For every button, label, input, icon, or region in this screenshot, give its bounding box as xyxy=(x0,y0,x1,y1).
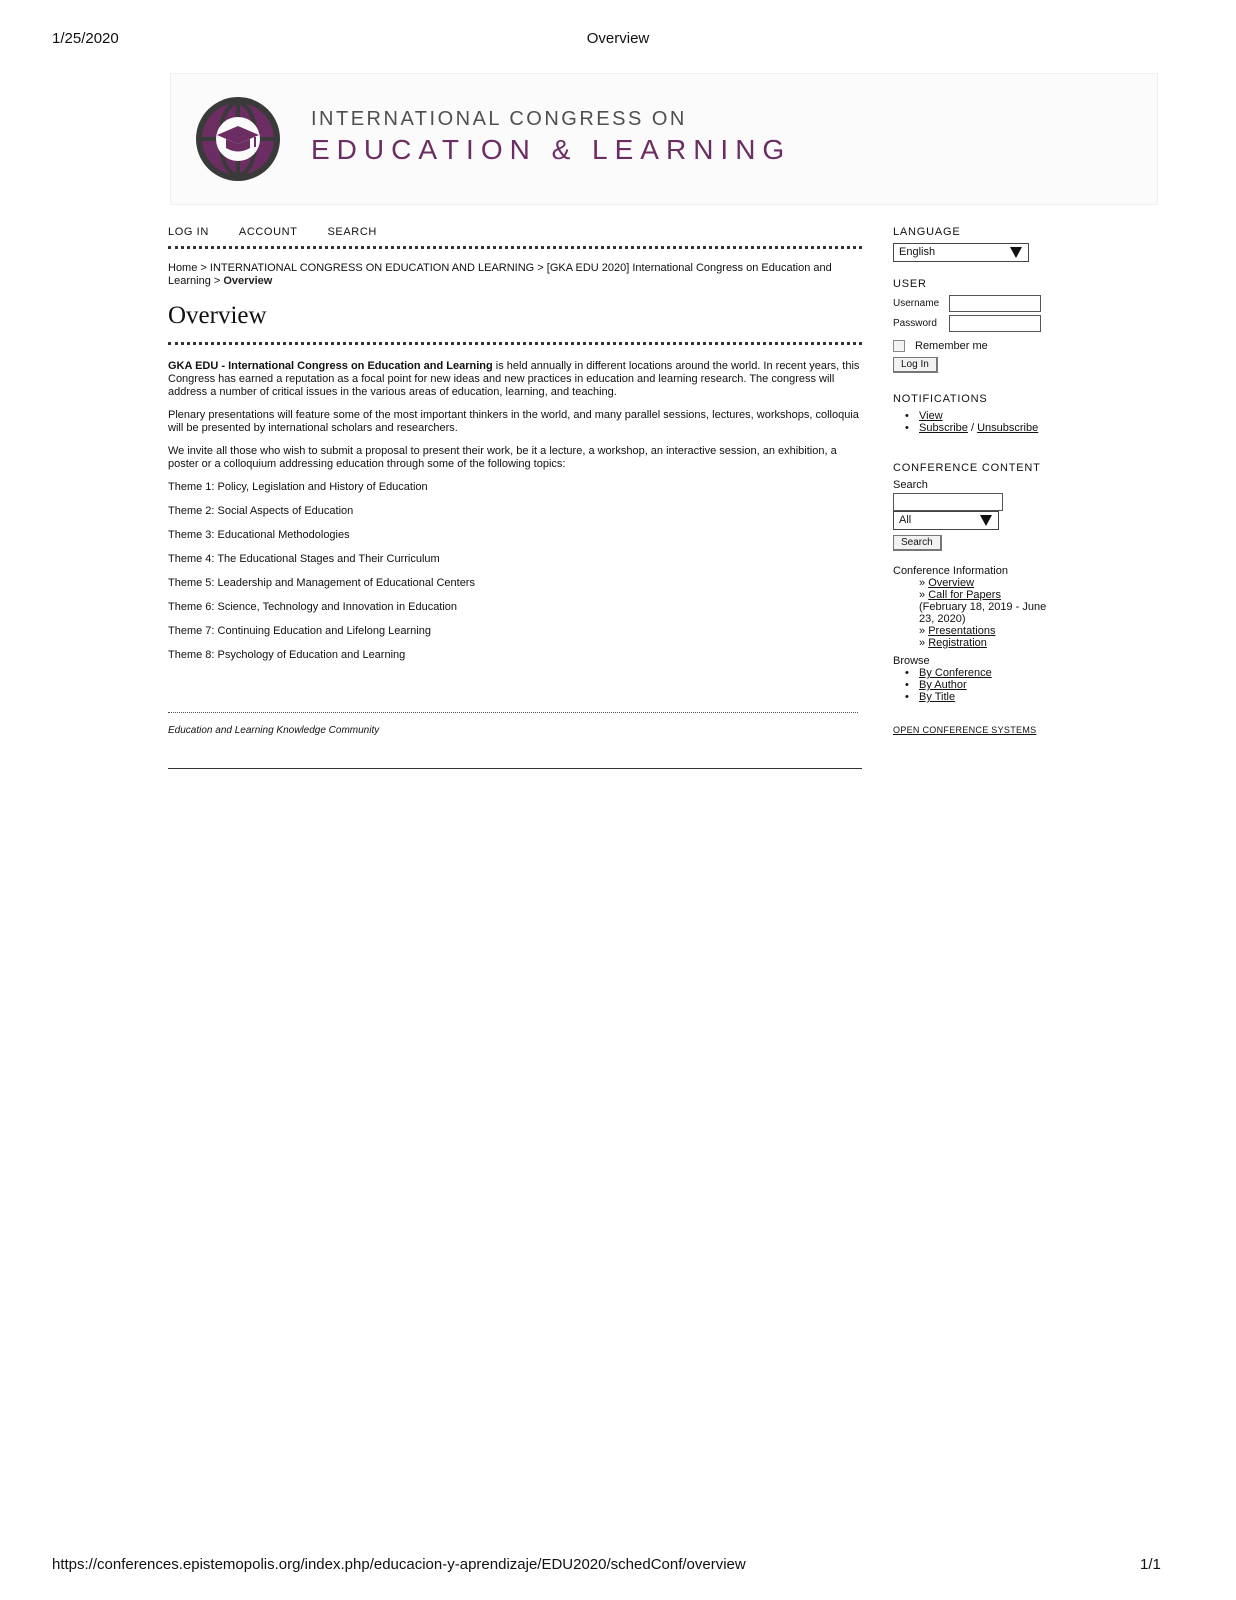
breadcrumb-separator: > xyxy=(534,262,547,274)
banner-title-top: INTERNATIONAL CONGRESS ON xyxy=(311,108,687,130)
breadcrumb-separator: > xyxy=(197,262,210,274)
breadcrumb-edition[interactable]: [GKA EDU 2020] International Congress on Education and Learning xyxy=(168,262,832,287)
chevron-right-icon: » xyxy=(919,625,929,637)
community-footer: Education and Learning Knowledge Community xyxy=(168,725,380,736)
theme-item: Theme 5: Leadership and Management of Educational Centers xyxy=(168,577,475,589)
print-title: Overview xyxy=(586,30,650,47)
page-bottom-divider xyxy=(168,768,862,769)
nav-account-link[interactable]: ACCOUNT xyxy=(238,226,298,238)
theme-item: Theme 7: Continuing Education and Lifelong Learning xyxy=(168,625,431,637)
browse-by-author-link[interactable]: By Author xyxy=(919,679,967,691)
conference-banner xyxy=(170,73,1158,205)
list-item xyxy=(905,422,1063,434)
search-scope-selected: All xyxy=(899,514,912,526)
overview-link[interactable]: Overview xyxy=(928,577,975,589)
registration-link[interactable]: Registration xyxy=(928,637,987,649)
print-url: https://conferences.epistemopolis.org/index.php/educacion-y-aprendizaje/EDU2020/schedConf/overview xyxy=(52,1556,746,1573)
browse-by-conference-link[interactable]: By Conference xyxy=(919,667,992,679)
nav-search-link[interactable]: SEARCH xyxy=(327,226,377,238)
nav-login-link[interactable]: LOG IN xyxy=(168,226,209,238)
conference-content-block xyxy=(893,462,1063,703)
dropdown-arrow-icon xyxy=(1010,247,1022,258)
list-item xyxy=(905,679,1063,691)
breadcrumb-separator: > xyxy=(210,275,224,287)
main-content xyxy=(168,226,862,769)
notifications-view-link[interactable]: View xyxy=(919,410,943,422)
remember-row xyxy=(893,340,1063,352)
intro-rest: is held annually in different locations around the world. In recent years, this Congress has earned a reputation as a focal point for new ideas and new practices in education and learning research. The congress will address a number of critical issues in the various areas of education, learning, and teaching. xyxy=(168,360,860,398)
theme-item: Theme 2: Social Aspects of Education xyxy=(168,505,354,517)
dropdown-arrow-icon xyxy=(980,515,992,526)
remember-checkbox[interactable] xyxy=(893,340,905,352)
chevron-right-icon: » xyxy=(919,637,929,649)
cfp-dates: (February 18, 2019 - June 23, 2020) xyxy=(919,601,1047,625)
banner-title-bottom: EDUCATION & LEARNING xyxy=(311,134,792,165)
username-label: Username xyxy=(893,298,940,309)
call-for-papers-link[interactable]: Call for Papers xyxy=(928,589,1001,601)
presentations-link[interactable]: Presentations xyxy=(928,625,996,637)
intro-paragraph xyxy=(168,360,862,399)
top-nav xyxy=(168,226,862,249)
bullet-icon: • xyxy=(905,410,909,422)
bullet-icon: • xyxy=(905,422,909,434)
list-item xyxy=(905,410,1063,422)
theme-item: Theme 1: Policy, Legislation and History of Education xyxy=(168,481,428,493)
language-title: LANGUAGE xyxy=(893,226,961,238)
remember-label: Remember me xyxy=(915,340,988,352)
password-row xyxy=(893,315,1063,332)
breadcrumb xyxy=(168,262,848,288)
notifications-list xyxy=(905,410,1063,434)
username-row xyxy=(893,295,1063,312)
login-button[interactable]: Log In xyxy=(893,357,938,373)
print-page-number: 1/1 xyxy=(1140,1556,1161,1573)
invite-paragraph: We invite all those who wish to submit a proposal to present their work, be it a lecture, a workshop, an interactive session, an exhibition, a poster or a colloquium addressing education through some of the following topics: xyxy=(168,445,837,470)
ocs-block xyxy=(893,725,1063,735)
user-block xyxy=(893,278,1063,373)
search-label: Search xyxy=(893,479,928,491)
overview-text xyxy=(168,360,862,662)
page-title: Overview xyxy=(168,302,862,345)
content-divider xyxy=(168,712,858,713)
breadcrumb-home[interactable]: Home xyxy=(168,262,198,274)
theme-item: Theme 6: Science, Technology and Innovation in Education xyxy=(168,601,458,613)
browse-by-title-link[interactable]: By Title xyxy=(919,691,956,703)
print-date: 1/25/2020 xyxy=(52,30,119,47)
list-item xyxy=(919,637,1063,649)
theme-item: Theme 8: Psychology of Education and Learning xyxy=(168,649,406,661)
subscribe-link[interactable]: Subscribe xyxy=(919,422,968,434)
open-conference-systems-link[interactable]: OPEN CONFERENCE SYSTEMS xyxy=(893,725,1037,735)
slash-separator: / xyxy=(967,422,978,434)
plenary-paragraph: Plenary presentations will feature some of the most important thinkers in the world, and many parallel sessions, lectures, workshops, colloquia will be presented by international scholars and researchers. xyxy=(168,409,859,434)
content-search-input[interactable] xyxy=(893,493,1003,511)
chevron-right-icon: » xyxy=(919,589,929,601)
intro-bold: GKA EDU - International Congress on Education and Learning xyxy=(168,360,493,372)
browse-list xyxy=(905,667,1063,703)
conference-info-links xyxy=(919,577,1063,649)
bullet-icon: • xyxy=(905,667,909,679)
globe-graduation-cap-icon xyxy=(193,94,283,184)
search-button[interactable]: Search xyxy=(893,535,942,551)
right-sidebar xyxy=(893,226,1063,735)
search-scope-select[interactable] xyxy=(893,511,999,530)
list-item xyxy=(919,625,1063,637)
breadcrumb-current: Overview xyxy=(223,275,273,287)
password-input[interactable] xyxy=(949,315,1041,332)
conference-info-label: Conference Information xyxy=(893,565,1008,577)
language-block xyxy=(893,226,1063,262)
list-item xyxy=(919,577,1063,589)
language-select[interactable] xyxy=(893,243,1029,262)
theme-item: Theme 3: Educational Methodologies xyxy=(168,529,350,541)
list-item xyxy=(905,691,1063,703)
conference-content-title: CONFERENCE CONTENT xyxy=(893,462,1041,474)
breadcrumb-conference[interactable]: INTERNATIONAL CONGRESS ON EDUCATION AND LEARNING xyxy=(209,262,535,274)
bullet-icon: • xyxy=(905,691,909,703)
theme-item: Theme 4: The Educational Stages and Their Curriculum xyxy=(168,553,440,565)
language-selected: English xyxy=(899,246,936,258)
password-label: Password xyxy=(893,318,937,329)
list-item xyxy=(919,589,1063,601)
username-input[interactable] xyxy=(949,295,1041,312)
chevron-right-icon: » xyxy=(919,577,929,589)
notifications-title: NOTIFICATIONS xyxy=(893,393,988,405)
unsubscribe-link[interactable]: Unsubscribe xyxy=(977,422,1039,434)
notifications-block xyxy=(893,393,1063,434)
list-item xyxy=(905,667,1063,679)
bullet-icon: • xyxy=(905,679,909,691)
user-title: USER xyxy=(893,278,927,290)
browse-label: Browse xyxy=(893,655,930,667)
